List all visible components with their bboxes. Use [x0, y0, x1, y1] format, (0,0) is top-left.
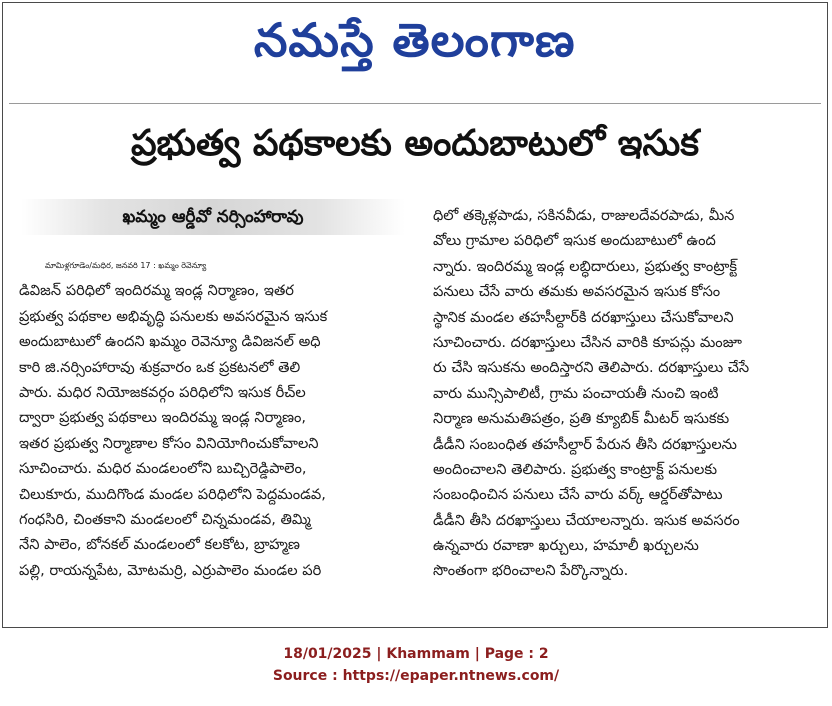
newspaper-clipping [2, 2, 828, 628]
text-line: రు చేసి ఇసుకను అందిస్తారని తెలిపారు. దరఖాస్తులు చేసే [433, 359, 750, 377]
text-line: ఉన్నవారు రవాణా ఖర్చులు, హమాలీ ఖర్చులను [433, 537, 699, 555]
article-headline: ప్రభుత్వ పథకాలకు అందుబాటులో ఇసుక [130, 123, 700, 164]
text-line: సూచించారు. మధిర మండలంలోని బుచ్చిరెడ్డిపాలెం, [19, 460, 307, 478]
text-line: అందించాలని తెలిపారు. ప్రభుత్వ కాంట్రాక్ట్ పనులకు [433, 460, 718, 478]
article-column-left [19, 253, 417, 583]
text-line: పనులు చేసే వారు తమకు అవసరమైన ఇసుక కోసం [433, 283, 721, 301]
masthead [3, 7, 827, 97]
text-line: న్నారు. ఇందిరమ్మ ఇండ్ల లబ్ధిదారులు, ప్రభుత్వ కాంట్రాక్ట్ [433, 257, 737, 275]
source-link[interactable]: Source : https://epaper.ntnews.com/ [272, 668, 560, 684]
text-line: పల్లి, రాయన్నపేట, మోటమర్రి, ఎర్రుపాలెం మండల పరి [19, 561, 322, 579]
newspaper-logo: నమస్తే తెలంగాణ [254, 13, 576, 67]
article-byline: ఖమ్మం ఆర్డీవో నర్సింహారావు [21, 199, 405, 235]
text-line: డీడీని సంబంధిత తహసీల్దార్ పేరున తీసి దరఖాస్తులను [433, 435, 737, 453]
text-line: మామిళ్లగూడెం/మధిర, జనవరి 17 : ఖమ్మం రెవెన్యూ [45, 261, 207, 270]
text-line: సొంతంగా భరించాలని పేర్కొన్నారు. [433, 562, 629, 580]
text-line: కారి జి.నర్సింహారావు శుక్రవారం ఒక ప్రకటనలో తెలి [19, 358, 301, 376]
text-line: స్థానిక మండల తహసీల్దార్‌కి దరఖాస్తులు చేసుకోవాలని [433, 308, 734, 326]
text-line: నేని పాలెం, బోనకల్ మండలంలో కలకోట, బ్రాహ్మణ [19, 536, 300, 554]
masthead-divider [9, 103, 821, 104]
text-line: సంబంధించిన పనులు చేసే వారు వర్క్ ఆర్డర్‌తోపాటు [433, 486, 723, 504]
text-line: అందుబాటులో ఉందని ఖమ్మం రెవెన్యూ డివిజనల్ అధి [19, 333, 321, 351]
text-line: ఇతర ప్రభుత్వ నిర్మాణాల కోసం వినియోగించుకోవాలని [19, 434, 319, 452]
text-line: చిలుకూరు, ముదిగొండ మండల పరిధిలోని పెద్దమండవ, [19, 485, 326, 503]
text-line: నిర్మాణ అనుమతిపత్రం, ప్రతి క్యూబిక్ మీటర్ ఇసుకకు [433, 410, 730, 428]
article-column-right [433, 203, 823, 584]
text-line: గంధసిరి, చింతకాని మండలంలో చిన్నమండవ, తిమ్మి [19, 510, 311, 528]
text-line: ధిలో తక్కెళ్లపాడు, సకినవీడు, రాజులదేవరపాడు, మీన [433, 207, 735, 224]
text-line: ప్రభుత్వ పథకాల అభివృద్ధి పనులకు అవసరమైన ఇసుక [19, 307, 328, 325]
publication-date-line: 18/01/2025 | Khammam | Page : 2 [283, 646, 549, 662]
text-line: వోలు గ్రామాల పరిధిలో ఇసుక అందుబాటులో ఉంద [433, 232, 716, 250]
text-line: వారు మున్సిపాలిటీ, గ్రామ పంచాయతీ నుంచి ఇంటి [433, 384, 719, 402]
text-line: డివిజన్ పరిధిలో ఇందిరమ్మ ఇండ్ల నిర్మాణం, ఇతర [19, 282, 294, 300]
text-line: ద్వారా ప్రభుత్వ పథకాలు ఇందిరమ్మ ఇండ్ల నిర్మాణం, [19, 409, 307, 427]
text-line: డీడీని తీసి దరఖాస్తులు చేయాలన్నారు. ఇసుక అవసరం [433, 511, 740, 529]
text-line: సూచించారు. దరఖాస్తులు చేసిన వారికి కూపన్లు మంజూ [433, 333, 742, 351]
text-line: పారు. మధిర నియోజకవర్గం పరిధిలోని ఇసుక రీచ్‌ల [19, 383, 306, 401]
